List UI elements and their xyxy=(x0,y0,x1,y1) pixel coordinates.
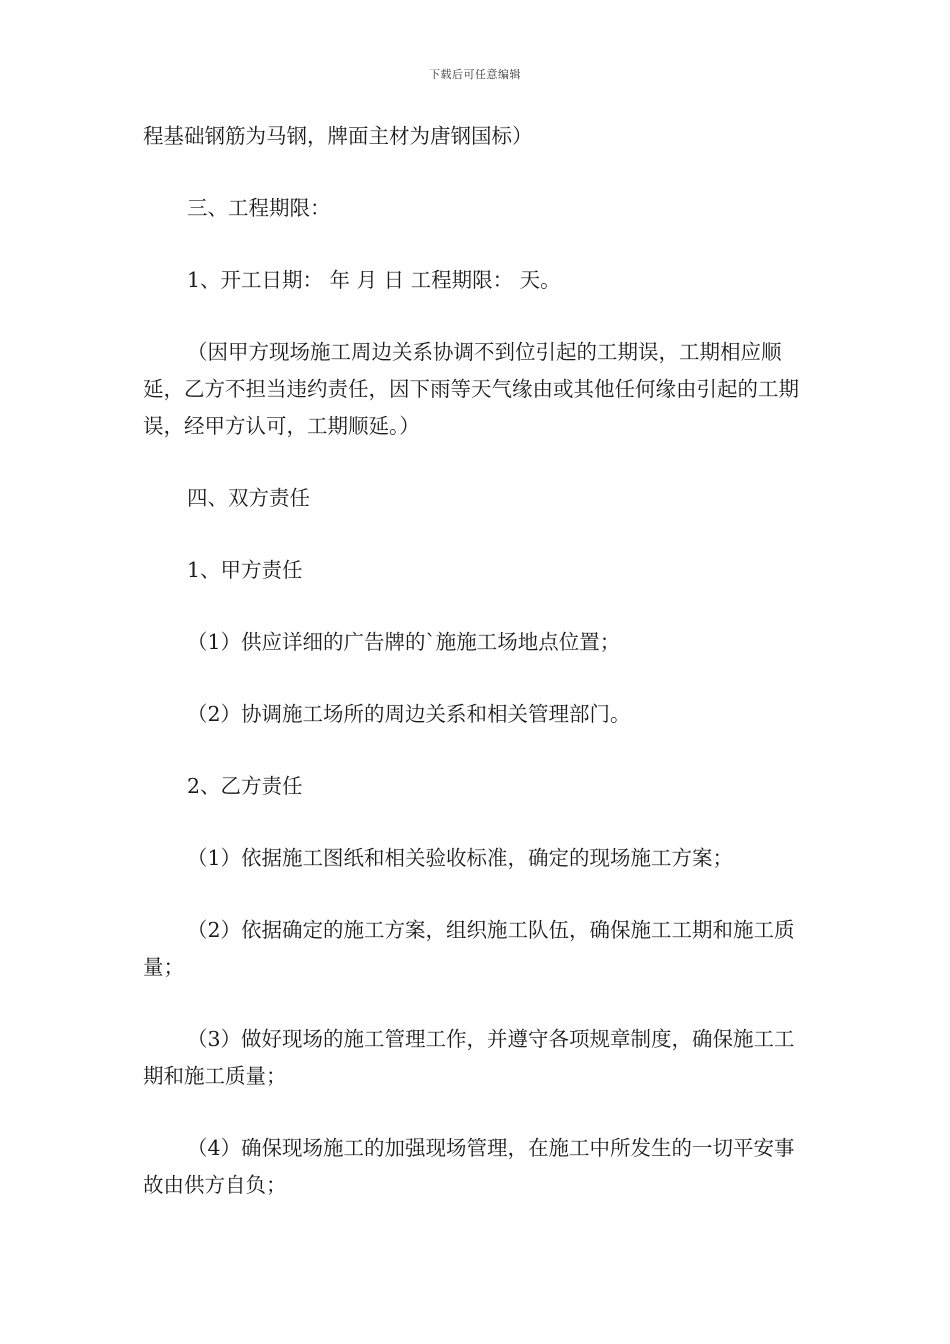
party-b-item-3: （3）做好现场的施工管理工作，并遵守各项规章制度，确保施工工期和施工质量； xyxy=(143,1027,795,1088)
party-a-item-1: （1）供应详细的广告牌的`施施工场地点位置； xyxy=(187,630,621,654)
subheading-party-b: 2、乙方责任 xyxy=(187,774,303,798)
page-header-note: 下载后可任意编辑 xyxy=(429,68,521,81)
party-b-item-1: （1）依据施工图纸和相关验收标准，确定的现场施工方案； xyxy=(187,846,734,870)
paragraph-start-date: 1、开工日期： 年 月 日 工程期限： 天。 xyxy=(187,268,561,292)
paragraph-continuation: 程基础钢筋为马钢，牌面主材为唐钢国标） xyxy=(143,124,533,148)
party-b-item-2: （2）依据确定的施工方案，组织施工队伍，确保施工工期和施工质量； xyxy=(143,918,795,979)
section-heading-duration: 三、工程期限： xyxy=(187,196,331,220)
paragraph-delay-note: （因甲方现场施工周边关系协调不到位引起的工期误，工期相应顺延，乙方不担当违约责任，因下雨等天气缘由或其他任何缘由引起的工期误，经甲方认可，工期顺延。） xyxy=(143,340,799,438)
party-a-item-2: （2）协调施工场所的周边关系和相关管理部门。 xyxy=(187,702,631,726)
party-b-item-4: （4）确保现场施工的加强现场管理，在施工中所发生的一切平安事故由供方自负； xyxy=(143,1136,795,1197)
section-heading-responsibilities: 四、双方责任 xyxy=(187,486,310,510)
document-body xyxy=(143,118,813,1204)
subheading-party-a: 1、甲方责任 xyxy=(187,558,303,582)
